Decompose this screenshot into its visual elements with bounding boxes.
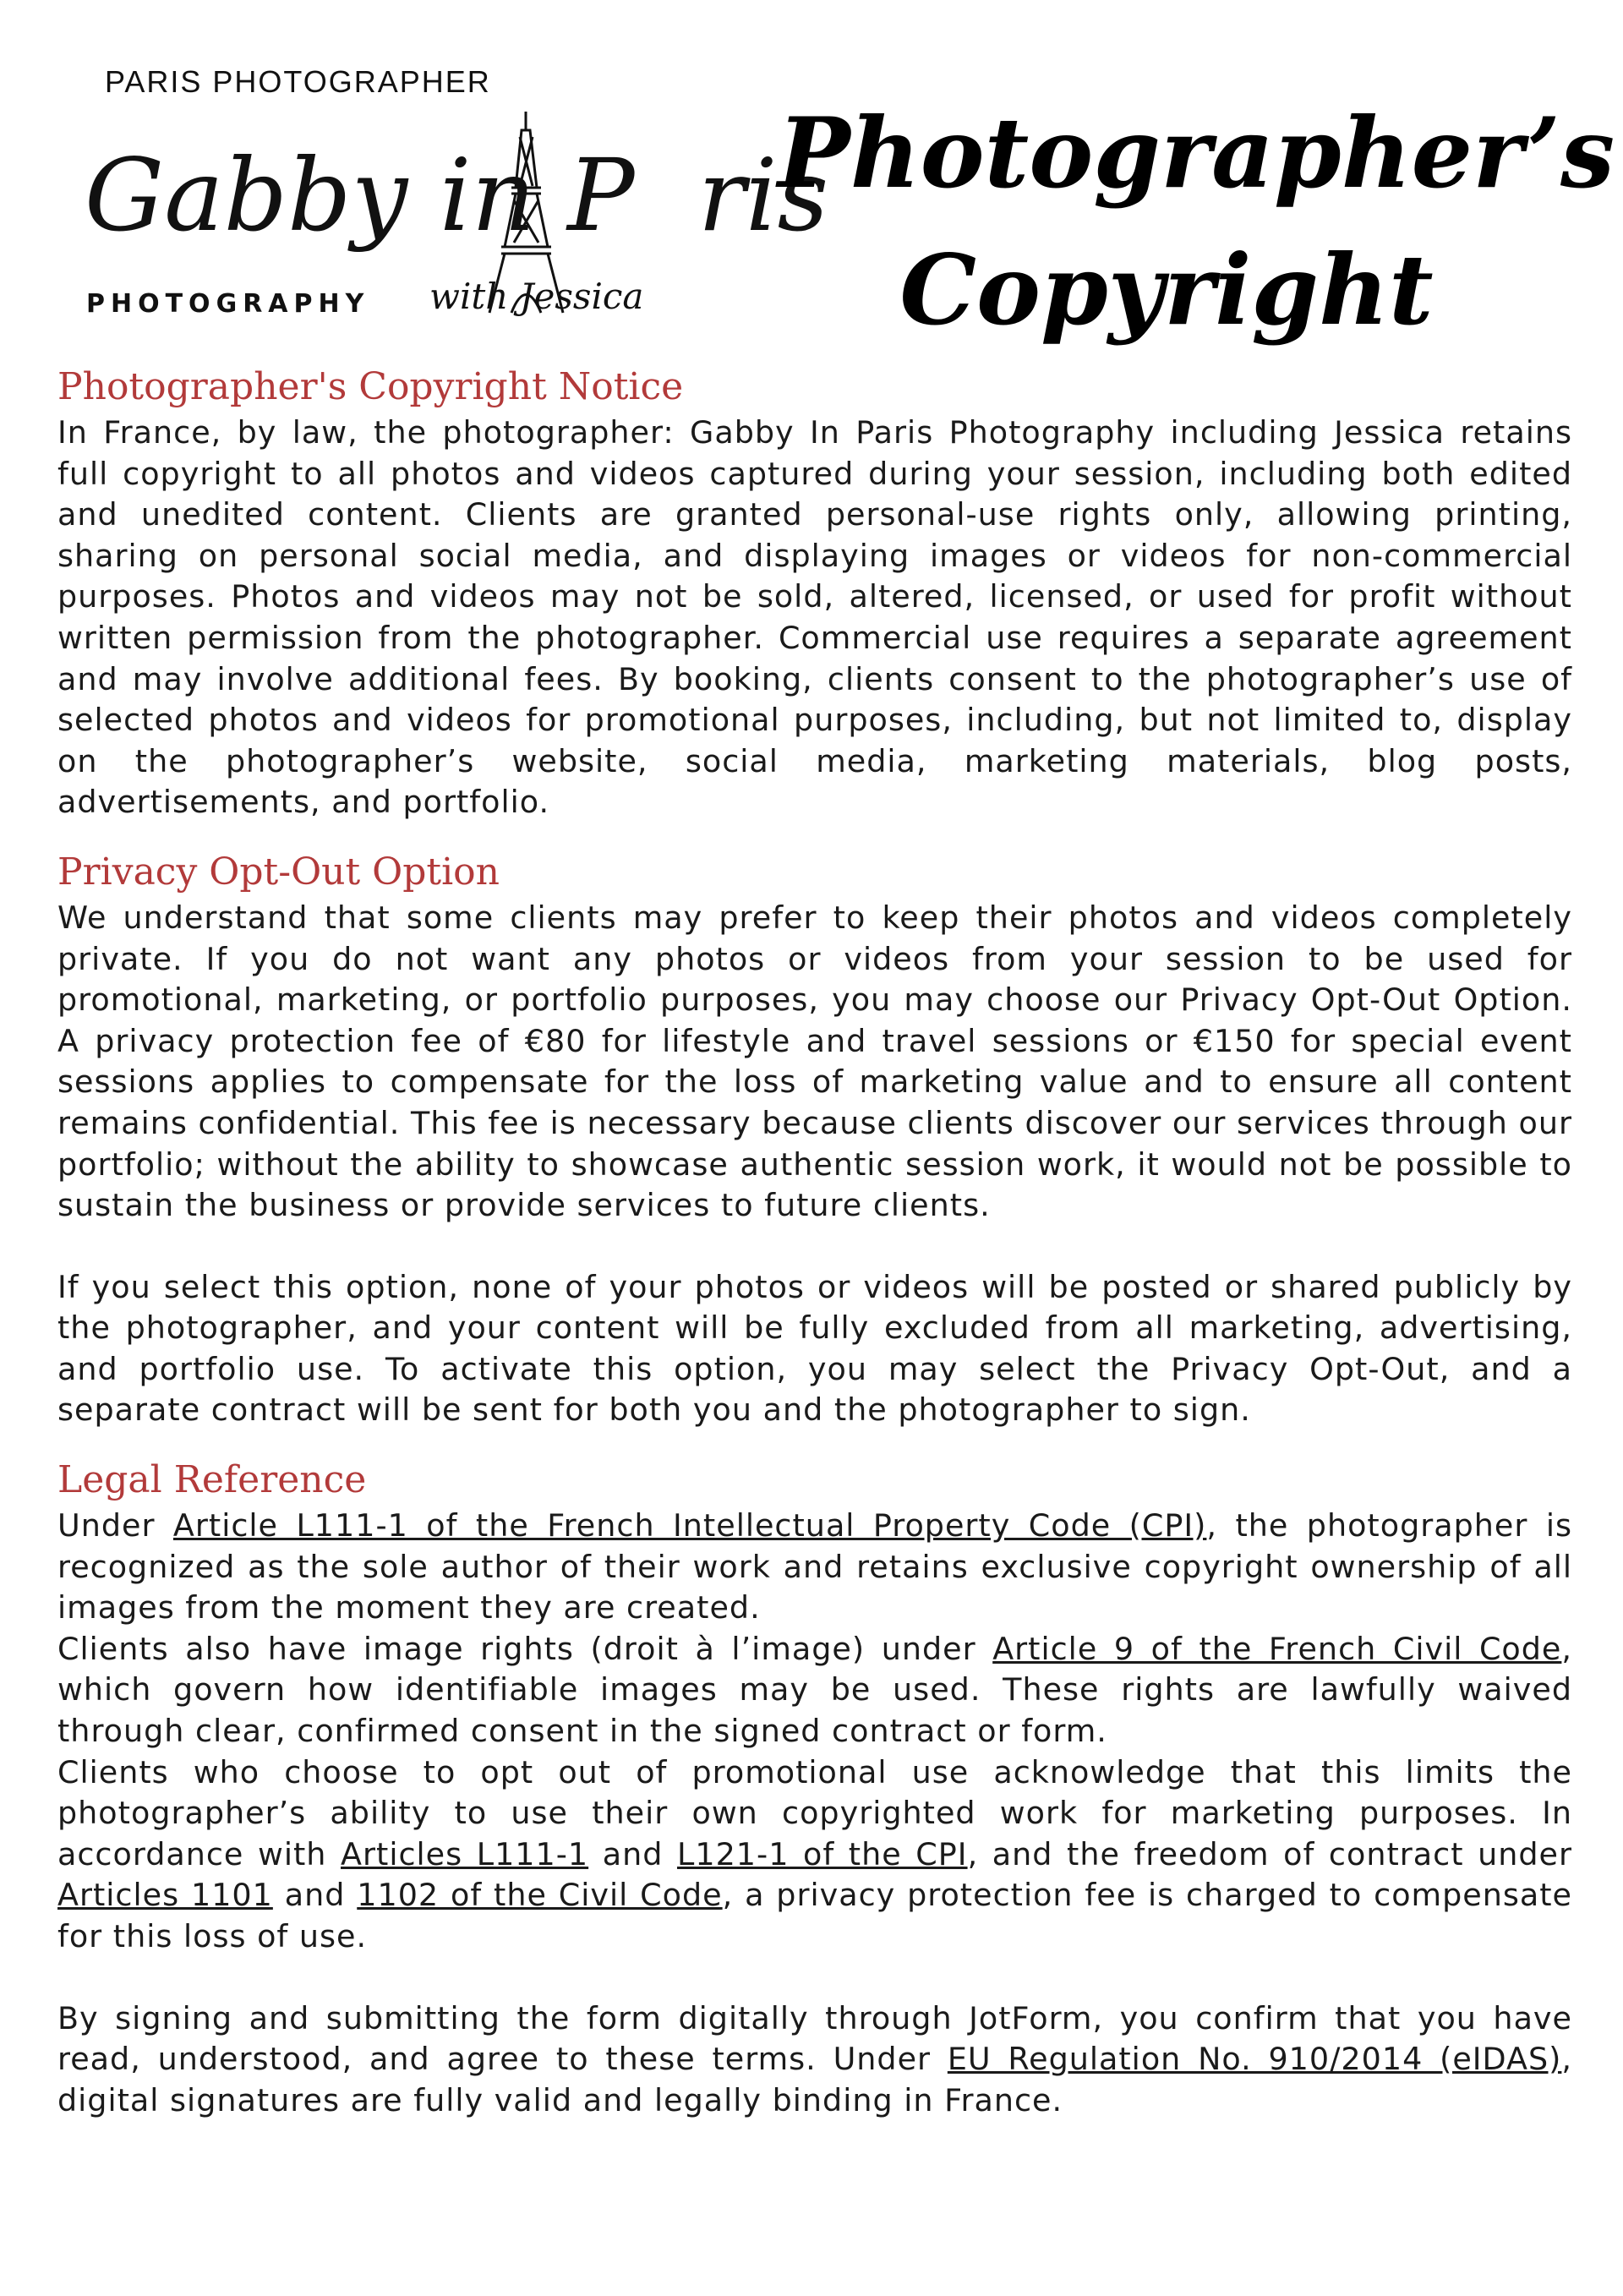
legal-paragraph-1: Under Article L111-1 of the French Intellectual Property Code (CPI), the photographer is recognized as the sole author of their work and retains exclusive copyright ownership of all images from the moment they are created. — [57, 1507, 1572, 1626]
logo-with-jessica: with Jessica — [429, 276, 644, 317]
legal-paragraph-3: Clients who choose to opt out of promotional use acknowledge that this limits the photographer’s ability to use their own copyrighted work for marketing purposes. In accordance with Articles L111-1 and L121-1 of the CPI, and the freedom of contract under Articles 1101 and 1102 of the Civil Code, a privacy protection fee is charged to compensate for this loss of use. — [57, 1753, 1573, 1954]
section-heading-copyright-notice: Photographer's Copyright Notice — [57, 365, 684, 408]
logo-script-name: Gabby in P ris — [85, 137, 829, 254]
section-heading-legal-reference: Legal Reference — [57, 1458, 367, 1502]
link-articles-1101[interactable]: Articles 1101 — [57, 1877, 273, 1914]
link-articles-l111-1[interactable]: Articles L111-1 — [341, 1835, 589, 1872]
copyright-notice-text: In France, by law, the photographer: Gabby In Paris Photography including Jessica retains full copyright to all photos and videos captured during your session, including both edited and unedited content. Clients are granted personal-use rights only, allowing printing, sharing on personal social media, and displaying images or videos for non-commercial purposes. Photos and videos may not be sold, altered, licensed, or used for profit without written permission from the photographer. Commercial use requires a separate agreement and may involve additional fees. By booking, clients consent to the photographer’s use of selected photos and videos for promotional purposes, including, but not limited to, display on the photographer’s website, social media, marketing materials, blog posts, advertisements, and portfolio. — [57, 414, 1572, 821]
logo-tagline-top: PARIS PHOTOGRAPHER — [105, 64, 491, 99]
privacy-opt-out-text-2: If you select this option, none of your photos or videos will be posted or shared publicly by the photographer, and your content will be fully excluded from all marketing, advertising, and portfolio use. To activate this option, you may select the Privacy Opt-Out, and a separate contract will be sent for both you and the photographer to sign. — [57, 1268, 1572, 1429]
logo-tagline-bottom: PHOTOGRAPHY — [86, 289, 370, 319]
privacy-opt-out-text-1: We understand that some clients may prefer to keep their photos and videos completely private. If you do not want any photos or videos from your session to be used for promotional, marketing, or portfolio purposes, you may choose our Privacy Opt-Out Option. A privacy protection fee of €80 for lifestyle and travel sessions or €150 for special event sessions applies to compensate for the loss of marketing value and to ensure all content remains confidential. This fee is necessary because clients discover our services through our portfolio; without the ability to showcase authentic session work, it would not be possible to sustain the business or provide services to future clients. — [57, 899, 1572, 1224]
legal-paragraph-4: By signing and submitting the form digitally through JotForm, you confirm that you have read, understood, and agree to these terms. Under EU Regulation No. 910/2014 (eIDAS), digital signatures are fully valid and legally binding in France. — [57, 1999, 1572, 2118]
page-title — [778, 85, 1615, 358]
page-title-line1: Photographer’s — [778, 96, 1615, 210]
section-heading-privacy-opt-out: Privacy Opt-Out Option — [57, 850, 500, 894]
logo — [59, 59, 829, 338]
link-eu-regulation-eidas[interactable]: EU Regulation No. 910/2014 (eIDAS) — [947, 2041, 1562, 2078]
document-body — [57, 362, 1572, 2121]
link-1102-civil-code[interactable]: 1102 of the Civil Code — [357, 1877, 723, 1914]
page-title-line2: Copyright — [899, 233, 1434, 347]
link-article-l111-1-cpi[interactable]: Article L111-1 of the French Intellectual Property Code (CPI) — [172, 1507, 1207, 1544]
link-article-9-civil-code[interactable]: Article 9 of the French Civil Code — [992, 1630, 1562, 1667]
legal-paragraph-2: Clients also have image rights (droit à l’image) under Article 9 of the French Civil Code, which govern how identifiable images may be used. These rights are lawfully waived through clear, confirmed consent in the signed contract or form. — [57, 1630, 1572, 1750]
link-l121-1-cpi[interactable]: L121-1 of the CPI — [677, 1835, 968, 1872]
